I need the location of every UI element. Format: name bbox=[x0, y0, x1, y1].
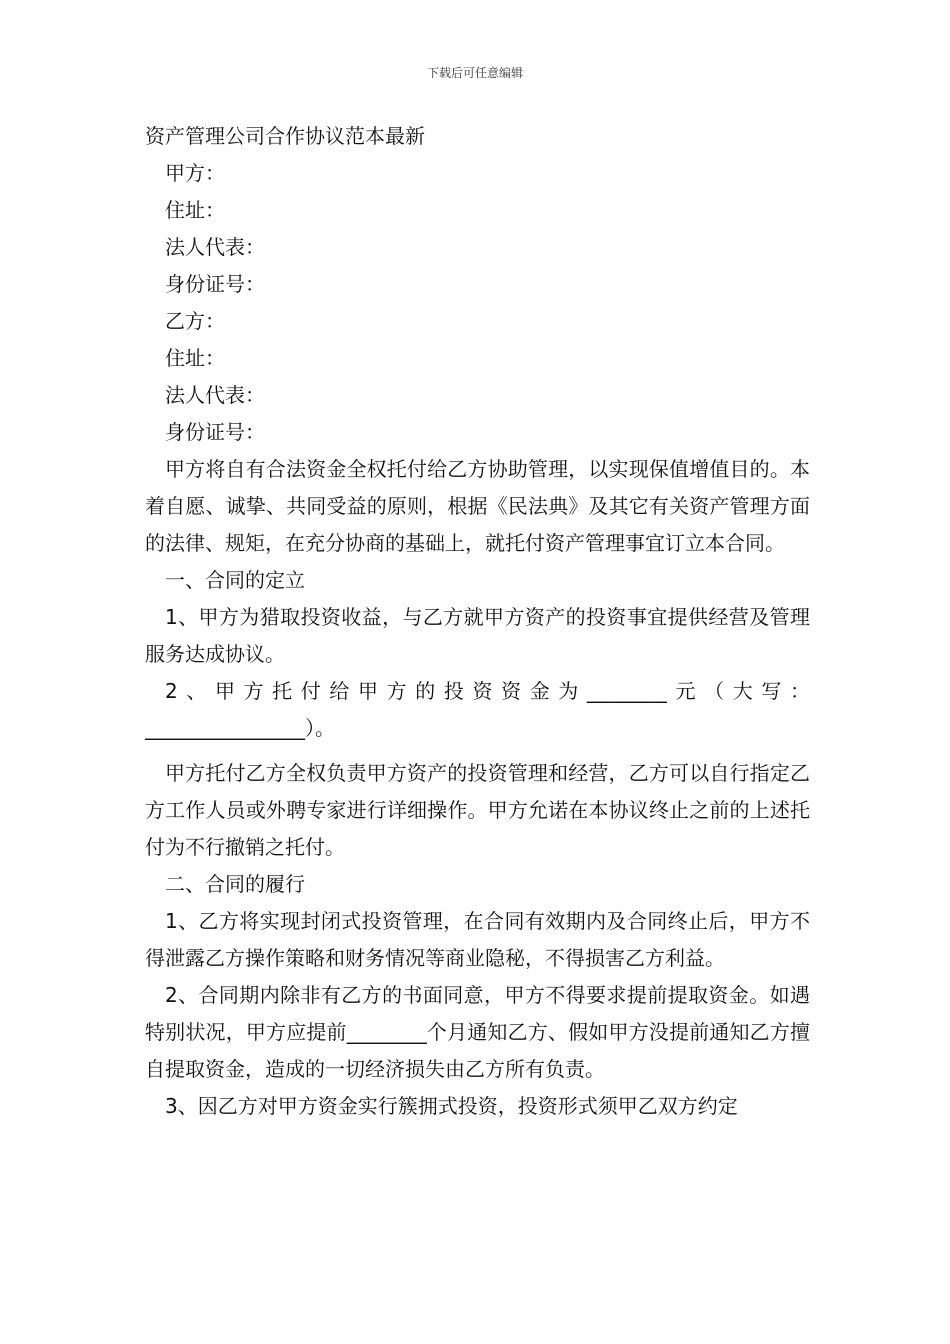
document-body bbox=[145, 118, 810, 1125]
section-1-paragraph: 甲方托付乙方全权负责甲方资产的投资管理和经营，乙方可以自行指定乙方工作人员或外聘专家进行详细操作。甲方允诺在本协议终止之前的上述托付为不行撤销之托付。 bbox=[145, 761, 810, 859]
section-1-item-1: 1、甲方为猎取投资收益，与乙方就甲方资产的投资事宜提供经营及管理服务达成协议。 bbox=[145, 605, 810, 666]
section-2-heading: 二、合同的履行 bbox=[165, 872, 305, 896]
field-address-a: 住址： bbox=[165, 198, 225, 222]
section-1-heading: 一、合同的定立 bbox=[165, 568, 305, 592]
field-address-b: 住址： bbox=[165, 346, 225, 370]
field-party-a: 甲方： bbox=[165, 161, 225, 185]
field-id-number-a: 身份证号： bbox=[165, 272, 265, 296]
field-legal-rep-b: 法人代表： bbox=[165, 383, 265, 407]
section-2-item-2: 2、合同期内除非有乙方的书面同意，甲方不得要求提前提取资金。如遇特别状况，甲方应提前________个月通知乙方、假如甲方没提前通知乙方擅自提取资金，造成的一切经济损失由乙方所有负责。 bbox=[145, 983, 810, 1081]
section-1-item-2: 2、甲方托付给甲方的投资资金为________元（大写：________________）。 bbox=[145, 679, 810, 740]
section-2-item-1: 1、乙方将实现封闭式投资管理，在合同有效期内及合同终止后，甲方不得泄露乙方操作策略和财务情况等商业隐秘，不得损害乙方利益。 bbox=[145, 909, 810, 970]
section-2-item-3: 3、因乙方对甲方资金实行簇拥式投资，投资形式须甲乙双方约定 bbox=[165, 1094, 738, 1118]
field-id-number-b: 身份证号： bbox=[165, 420, 265, 444]
field-party-b: 乙方： bbox=[165, 309, 225, 333]
field-legal-rep-a: 法人代表： bbox=[165, 235, 265, 259]
intro-paragraph: 甲方将自有合法资金全权托付给乙方协助管理，以实现保值增值目的。本着自愿、诚挚、共同受益的原则，根据《民法典》及其它有关资产管理方面的法律、规矩，在充分协商的基础上，就托付资产管理事宜订立本合同。 bbox=[145, 457, 810, 555]
document-title: 资产管理公司合作协议范本最新 bbox=[145, 124, 425, 148]
page-header-note: 下载后可任意编辑 bbox=[426, 66, 523, 80]
